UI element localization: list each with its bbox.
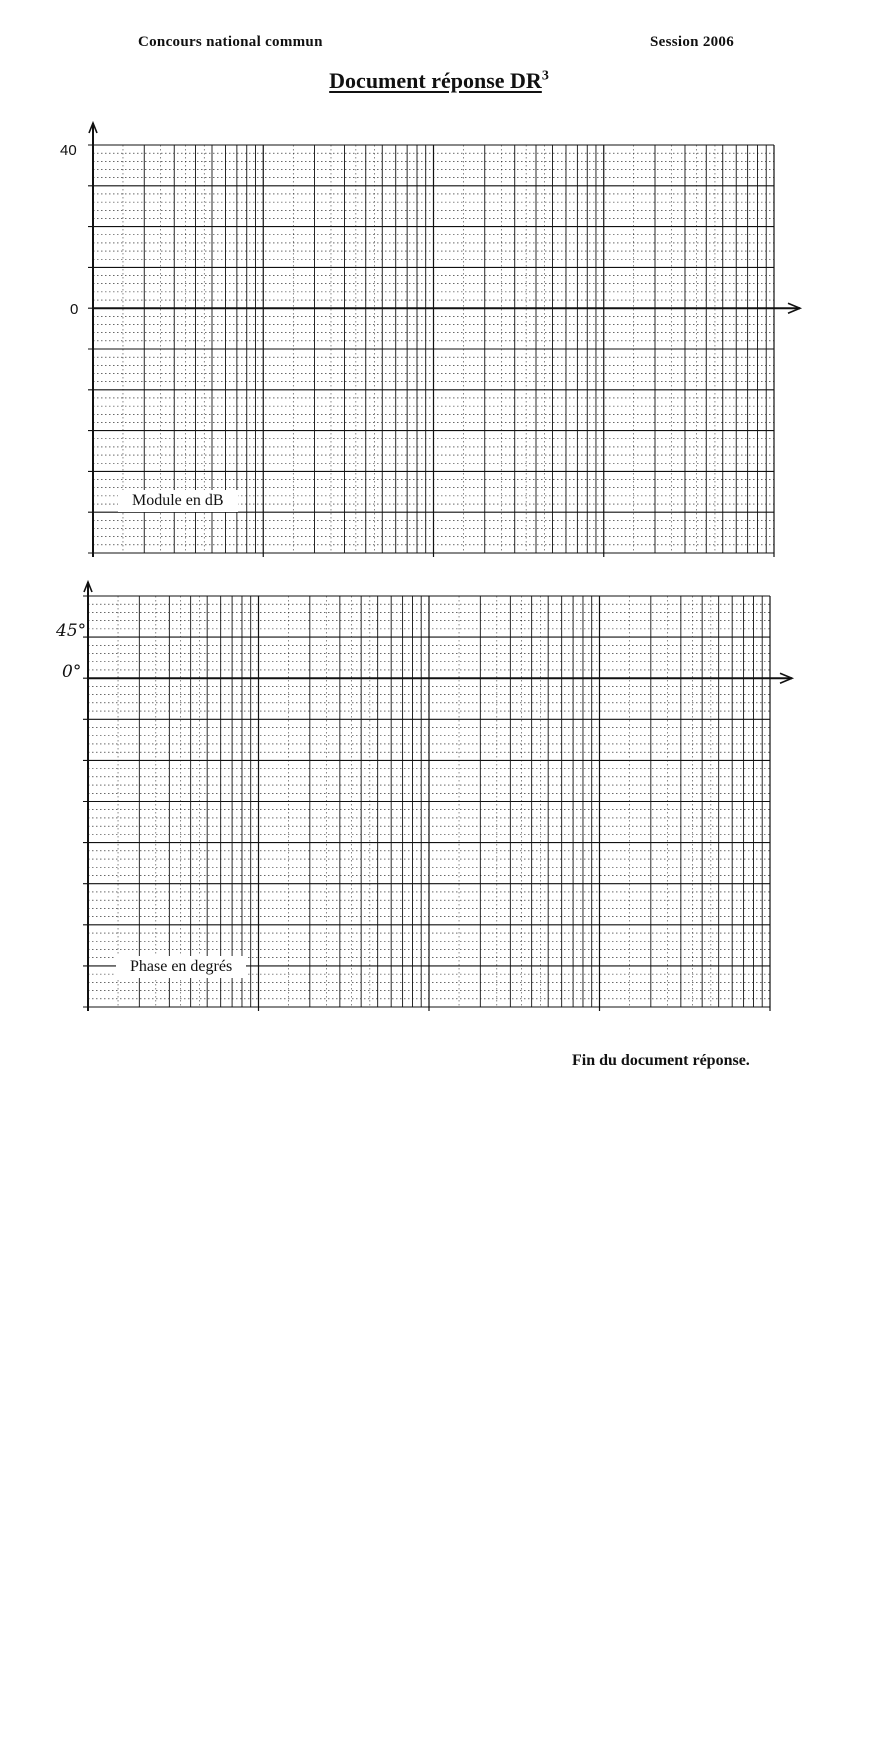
magnitude-tick-40: 40 <box>60 142 77 159</box>
header-session: Session 2006 <box>650 34 735 50</box>
magnitude-tick-0: 0 <box>70 301 79 318</box>
footer-end-note: Fin du document réponse. <box>572 1052 750 1069</box>
header-exam-name: Concours national commun <box>138 34 323 50</box>
phase-tick-0: 0° <box>62 662 82 682</box>
phase-chart <box>0 575 878 1020</box>
magnitude-label: Module en dB <box>118 490 238 512</box>
page-title <box>0 68 878 94</box>
phase-label: Phase en degrés <box>116 956 246 978</box>
phase-tick-45: 45° <box>56 621 87 641</box>
title-text: Document réponse DR <box>329 68 542 93</box>
title-superscript: 3 <box>541 68 549 84</box>
